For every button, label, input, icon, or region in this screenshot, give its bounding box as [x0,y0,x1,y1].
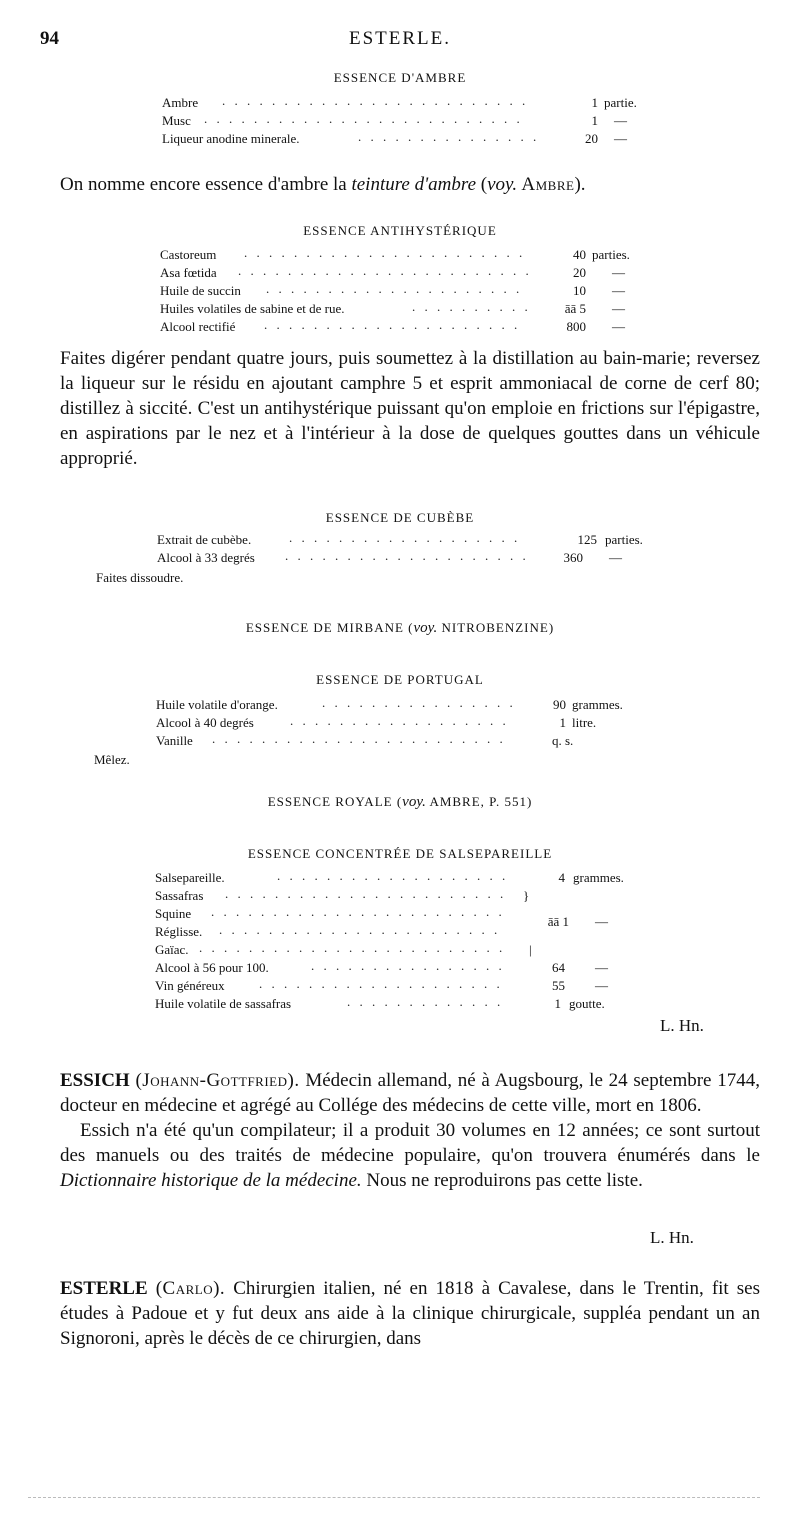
ingredient-quantity: 20 [585,131,598,146]
leader-dots: . . . . . . . . . . . . . . . . . . . . . . . [225,886,507,901]
leader-dots: . . . . . . . . . . [412,299,531,314]
recipe-ambre [162,94,662,150]
ingredient-unit: — [614,113,627,128]
entry-headword: ESSICH [60,1070,130,1091]
recipe-antihysterique [160,246,660,338]
ingredient-quantity: 4 [558,870,565,885]
ambre-note: On nomme encore essence d'ambre la teinture d'ambre (voy. Ambre). [60,174,586,195]
ingredient-quantity: 90 [553,697,566,712]
leader-dots: . . . . . . . . . . . . . . . . . . . . . . . . . [222,93,529,108]
leader-dots: . . . . . . . . . . . . . . . . . . . . . . . [219,922,501,937]
ingredient-unit: — [595,960,608,975]
ingredient-quantity: āā 1 [547,914,569,929]
ingredient-unit: partie. [604,95,637,110]
ingredient-quantity: 1 [591,113,598,128]
ingredient-name: Huile volatile de sassafras [155,996,292,1011]
recipe-portugal [156,696,656,752]
ingredient-quantity: 360 [563,550,583,565]
ingredient-name: Huile volatile d'orange. [156,697,278,712]
ingredient-quantity: 1 [559,715,566,730]
ingredient-unit: q. s. [552,733,574,748]
ingredient-name: Ambre [162,95,199,110]
mirbane-reference: ESSENCE DE MIRBANE (voy. NITROBENZINE) [245,620,555,636]
recipe-title-antihysterique: ESSENCE ANTIHYSTÉRIQUE [303,223,497,238]
ingredient-unit: grammes. [572,697,623,712]
leader-dots: . . . . . . . . . . . . . . . . . . [290,713,509,728]
leader-dots: . . . . . . . . . . . . . . . . . . . . . . . . . [199,940,506,955]
ingredient-name: Liqueur anodine minerale. [162,131,300,146]
ingredient-unit: — [595,914,608,929]
leader-dots: . . . . . . . . . . . . . [347,994,504,1009]
leader-dots: . . . . . . . . . . . . . . . . . . . . . . . [244,245,526,260]
ingredient-name: Huile de succin [160,283,241,298]
ingredient-unit: litre. [572,715,597,730]
antihysterique-instructions: Faites digérer pendant quatre jours, puis soumettez à la distillation au bain-marie; reversez la liqueur sur le résidu en ajoutant camphre 5 et esprit ammoniacal de corne de cerf 80; distillez à siccité. C'est un antihystérique puissant qu'on emploie en frictions sur l'épigastre, en aspirations par le nez et à l'intérieur à la dose de quelques gouttes dans un véhicule approprié. [60,348,760,469]
brace-close: | [529,942,532,957]
ingredient-unit: — [614,131,627,146]
leader-dots: . . . . . . . . . . . . . . . . . . . . [259,976,503,991]
ingredient-quantity: āā 5 [564,301,586,316]
ingredient-unit: — [612,319,625,334]
ingredient-name: Squine [155,906,192,921]
recipe-title-cubebe: ESSENCE DE CUBÈBE [325,510,475,525]
ingredient-unit: — [612,265,625,280]
ingredient-name: Alcool à 40 degrés [156,715,254,730]
ingredient-row [155,995,655,1013]
footer-rule [28,1497,760,1498]
ingredient-quantity: 40 [573,247,586,262]
ingredient-unit: parties. [592,247,630,262]
ingredient-unit: — [609,550,622,565]
entry-headword: ESTERLE [60,1278,148,1299]
leader-dots: . . . . . . . . . . . . . . . . . . . . . [264,317,521,332]
ingredient-name: Vin généreux [155,978,225,993]
ingredient-quantity: 800 [566,319,586,334]
ingredient-name: Réglisse. [155,924,203,939]
ingredient-name: Alcool à 33 degrés [157,550,255,565]
ingredient-quantity: 10 [573,283,586,298]
leader-dots: . . . . . . . . . . . . . . . . . . . . . . . . [211,904,505,919]
ingredient-unit: parties. [605,532,643,547]
brace-open: } [523,888,530,903]
ingredient-name: Huiles volatiles de sabine et de rue. [160,301,345,316]
leader-dots: . . . . . . . . . . . . . . . . . . . . . . . . . . [204,111,523,126]
leader-dots: . . . . . . . . . . . . . . . . . . . [277,868,509,883]
ingredient-name: Salsepareille. [155,870,225,885]
recipe-title-salsepareille: ESSENCE CONCENTRÉE DE SALSEPAREILLE [247,846,553,861]
page-header [40,28,760,58]
running-title: ESTERLE. [348,28,452,49]
leader-dots: . . . . . . . . . . . . . . . . . . . . . . . . [238,263,532,278]
recipe-title-portugal: ESSENCE DE PORTUGAL [316,672,484,687]
leader-dots: . . . . . . . . . . . . . . . . . . . [289,530,521,545]
recipe-cubebe [157,531,657,569]
ingredient-row [160,318,660,336]
ingredient-name: Alcool à 56 pour 100. [155,960,269,975]
leader-dots: . . . . . . . . . . . . . . . . [311,958,505,973]
ingredient-name: Vanille [156,733,193,748]
ingredient-quantity: 20 [573,265,586,280]
portugal-note: Mêlez. [94,752,130,767]
ingredient-name: Alcool rectifié [160,319,236,334]
ingredient-unit: grammes. [573,870,624,885]
leader-dots: . . . . . . . . . . . . . . . [358,129,540,144]
ingredient-name: Gaïac. [155,942,189,957]
ingredient-unit: — [595,978,608,993]
entry-esterle: ESTERLE (Carlo). Chirurgien italien, né en 1818 à Cavalese, dans le Trentin, fit ses études à Padoue et y fut deux ans aide à la clinique chirurgicale, suppléa pendant un an Signoroni, après le décès de ce chirurgien, dans [60,1278,760,1349]
entry-essich: ESSICH (Johann-Gottfried). Médecin allemand, né à Augsbourg, le 24 septembre 1744, docteur en médecine et agrégé au Collége des médecins de cette ville, mort en 1806. Essich n'a été qu'un compilateur; il a produit 30 volumes en 12 années; ce sont surtout des manuels ou des traités de médecine populaire, qu'on trouvera énumérés dans le Dictionnaire historique de la médecine. Nous ne reproduirons pas cette liste. [60,1070,760,1191]
cubebe-note: Faites dissoudre. [96,570,184,585]
leader-dots: . . . . . . . . . . . . . . . . [322,695,516,710]
ingredient-quantity: 1 [554,996,561,1011]
ingredient-quantity: 55 [552,978,565,993]
ingredient-quantity: 64 [552,960,565,975]
ingredient-row [162,130,662,148]
leader-dots: . . . . . . . . . . . . . . . . . . . . . . . . [212,731,506,746]
page-number: 94 [40,28,59,49]
ingredient-row [160,282,660,300]
ingredient-name: Musc [162,113,191,128]
recipe-title-ambre: ESSENCE D'AMBRE [333,70,467,85]
leader-dots: . . . . . . . . . . . . . . . . . . . . [285,548,529,563]
ingredient-name: Castoreum [160,247,217,262]
ingredient-quantity: 125 [577,532,597,547]
ingredient-unit: — [612,301,625,316]
signature: L. Hn. [650,1228,694,1247]
ingredient-unit: goutte. [569,996,605,1011]
signature: L. Hn. [660,1016,704,1035]
royale-reference: ESSENCE ROYALE (voy. AMBRE, P. 551) [267,794,533,810]
ingredient-row [156,732,656,750]
recipe-salsepareille [155,869,655,1015]
ingredient-name: Asa fœtida [160,265,217,280]
leader-dots: . . . . . . . . . . . . . . . . . . . . . [266,281,523,296]
ingredient-unit: — [612,283,625,298]
ingredient-name: Extrait de cubèbe. [157,532,252,547]
ingredient-quantity: 1 [591,95,598,110]
ingredient-row [157,549,657,567]
ingredient-name: Sassafras [155,888,204,903]
